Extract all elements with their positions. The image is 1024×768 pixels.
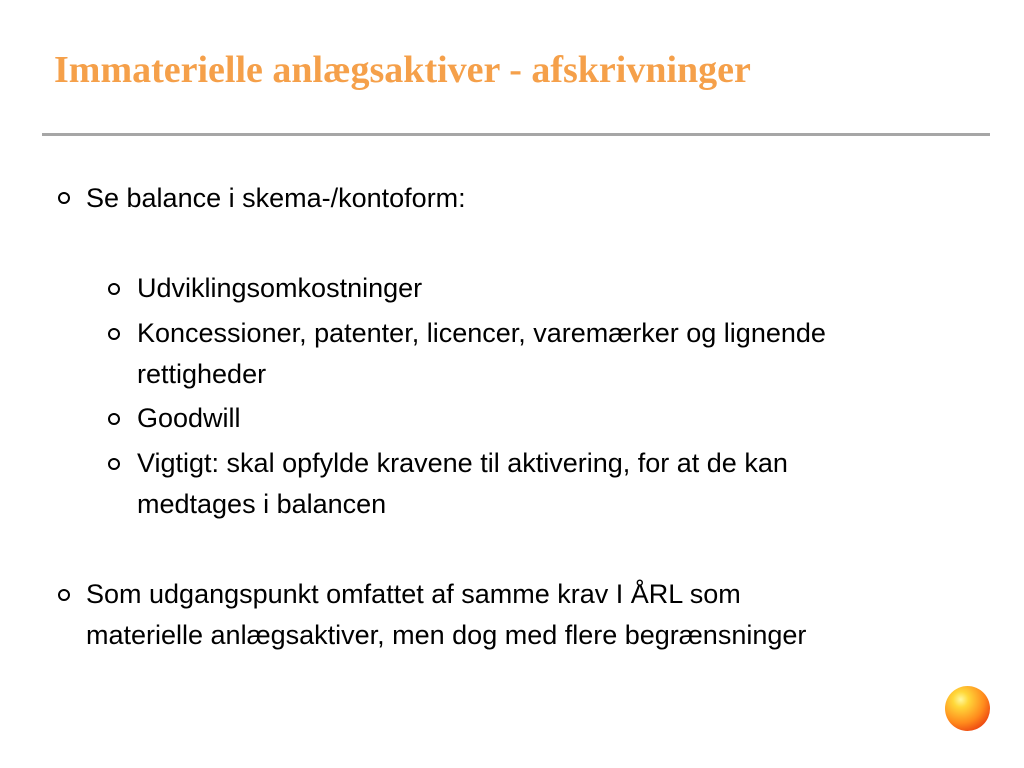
slide-title: Immaterielle anlægsaktiver - afskrivninger <box>54 49 751 91</box>
sub-bullet-circle-icon <box>108 328 120 340</box>
sub-bullet-text: Goodwill <box>137 403 241 433</box>
bullet-circle-icon <box>58 589 70 601</box>
sub-bullet-circle-icon <box>108 413 120 425</box>
title-divider <box>42 133 990 136</box>
sub-bullet-text: Vigtigt: skal opfylde kravene til aktivering, for at de kan <box>137 448 788 478</box>
sub-bullet-circle-icon <box>108 283 120 295</box>
sub-bullet-text-continuation: rettigheder <box>137 359 267 389</box>
decorative-orb-icon <box>945 686 990 731</box>
bullet-text-continuation: materielle anlægsaktiver, men dog med flere begrænsninger <box>86 620 807 650</box>
sub-bullet-circle-icon <box>108 458 120 470</box>
bullet-circle-icon <box>58 192 70 204</box>
sub-bullet-text: Udviklingsomkostninger <box>137 273 423 303</box>
bullet-text: Se balance i skema-/kontoform: <box>86 183 466 213</box>
bullet-text: Som udgangspunkt omfattet af samme krav I ÅRL som <box>86 579 741 609</box>
sub-bullet-text: Koncessioner, patenter, licencer, varemærker og lignende <box>137 318 826 348</box>
sub-bullet-text-continuation: medtages i balancen <box>137 489 387 519</box>
